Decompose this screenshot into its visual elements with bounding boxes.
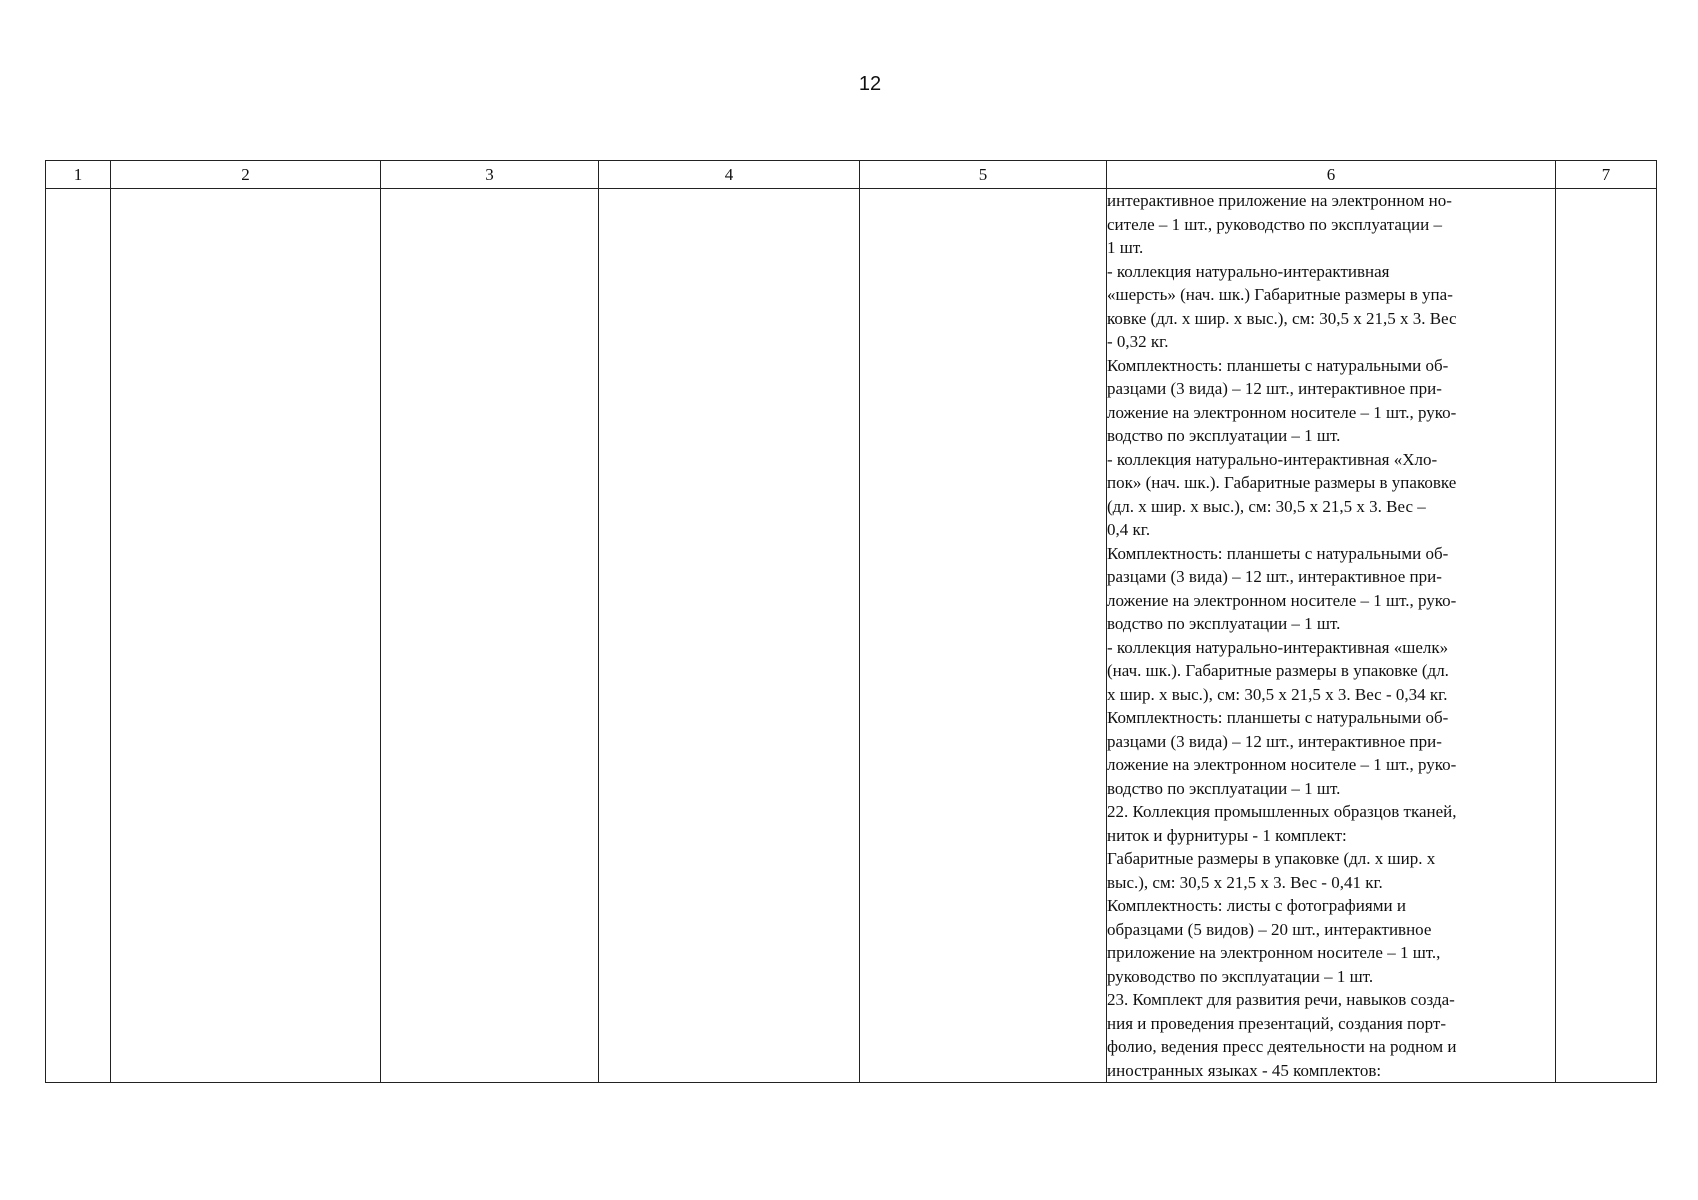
description-line: 23. Комплект для развития речи, навыков созда- [1107,990,1455,1009]
specification-table [45,160,1657,1083]
description-line: водство по эксплуатации – 1 шт. [1107,778,1341,798]
description-line: водство по эксплуатации – 1 шт. [1107,426,1341,445]
table-row [46,189,1657,1083]
description-line: ковке (дл. х шир. х выс.), см: 30,5 х 21,5 х 3. Вес [1107,308,1457,328]
column-header-4: 4 [599,161,860,189]
cell-col-5 [860,189,1107,1083]
column-header-5: 5 [860,161,1107,189]
description-line: руководство по эксплуатации – 1 шт. [1107,966,1374,986]
cell-col-4 [599,189,860,1083]
description-line: - коллекция натурально-интерактивная [1107,261,1390,281]
cell-col-2 [111,189,381,1083]
description-line: 1 шт. [1107,238,1144,257]
description-line: (нач. шк.). Габаритные размеры в упаковке (дл. [1107,661,1449,680]
description-line: ложение на электронном носителе – 1 шт., руко- [1107,755,1457,774]
description-line: Габаритные размеры в упаковке (дл. х шир. х [1107,849,1436,868]
description-line: разцами (3 вида) – 12 шт., интерактивное при- [1107,567,1442,586]
description-line: пок» (нач. шк.). Габаритные размеры в упаковке [1107,473,1457,492]
cell-col-1 [46,189,111,1083]
description-line: - коллекция натурально-интерактивная «Хло- [1107,449,1438,469]
description-line: 0,4 кг. [1107,520,1151,539]
description-line: Комплектность: планшеты с натуральными об- [1107,708,1449,727]
description-line: разцами (3 вида) – 12 шт., интерактивное при- [1107,731,1442,751]
description-line: (дл. х шир. х выс.), см: 30,5 х 21,5 х 3. Вес – [1107,496,1426,516]
cell-col-3 [381,189,599,1083]
description-line: х шир. х выс.), см: 30,5 х 21,5 х 3. Вес - 0,34 кг. [1107,684,1448,704]
description-line: интерактивное приложение на электронном но- [1107,191,1452,210]
column-header-1: 1 [46,161,111,189]
description-line: образцами (5 видов) – 20 шт., интерактивное [1107,919,1432,939]
column-number-header-row [46,161,1657,189]
description-line: ложение на электронном носителе – 1 шт., руко- [1107,402,1457,422]
column-header-6: 6 [1107,161,1556,189]
column-header-7: 7 [1556,161,1657,189]
description-line: ния и проведения презентаций, создания порт- [1107,1013,1446,1033]
description-line: - 0,32 кг. [1107,332,1169,351]
description-line: сителе – 1 шт., руководство по эксплуатации – [1107,214,1442,234]
description-line: Комплектность: планшеты с натуральными об- [1107,355,1449,375]
column-header-2: 2 [111,161,381,189]
description-line: Комплектность: листы с фотографиями и [1107,896,1406,915]
description-line: - коллекция натурально-интерактивная «шелк» [1107,637,1449,657]
description-line: «шерсть» (нач. шк.) Габаритные размеры в упа- [1107,285,1453,304]
page-number: 12 [858,73,882,95]
description-line: приложение на электронном носителе – 1 шт., [1107,943,1441,962]
description-line: Комплектность: планшеты с натуральными об- [1107,543,1449,563]
description-line: иностранных языках - 45 комплектов: [1107,1060,1382,1080]
description-line: ниток и фурнитуры - 1 комплект: [1107,825,1347,845]
cell-col-6-description [1107,189,1556,1083]
description-line: ложение на электронном носителе – 1 шт., руко- [1107,590,1457,610]
description-line: выс.), см: 30,5 х 21,5 х 3. Вес - 0,41 кг. [1107,872,1383,892]
description-line: водство по эксплуатации – 1 шт. [1107,614,1341,633]
description-line: фолио, ведения пресс деятельности на родном и [1107,1037,1457,1056]
cell-col-7 [1556,189,1657,1083]
description-line: разцами (3 вида) – 12 шт., интерактивное при- [1107,379,1442,398]
description-line: 22. Коллекция промышленных образцов тканей, [1107,802,1457,821]
column-header-3: 3 [381,161,599,189]
